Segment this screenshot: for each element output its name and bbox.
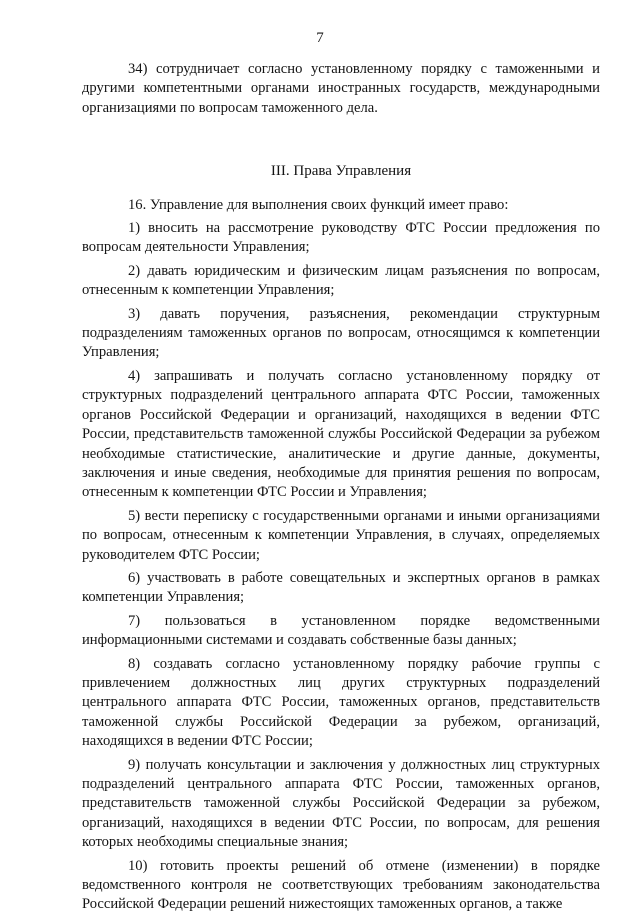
paragraph-item-3: 3) давать поручения, разъяснения, рекомендации структурным подразделениям таможенных органов по вопросам, относящимся к компетенции Управления; <box>82 305 600 361</box>
paragraph-item-7: 7) пользоваться в установленном порядке ведомственными информационными системами и создавать собственные базы данных; <box>82 612 600 649</box>
paragraph-item-9: 9) получать консультации и заключения у должностных лиц структурных подразделений центрального аппарата ФТС России, таможенных органов, представительств таможенной службы Российской Федерации за рубежом, организаций, находящихся в ведении ФТС России, по вопросам, для решения которых необходимы специальные знания; <box>82 756 600 851</box>
paragraph-item-4: 4) запрашивать и получать согласно установленному порядку от структурных подразделений центрального аппарата ФТС России, таможенных органов Российской Федерации и организаций, находящихся в ведении ФТС России, представительств таможенной службы Российской Федерации за рубежом необходимые статистические, аналитические и другие данные, документы, заключения и иные сведения, необходимые для принятия решения по вопросам, отнесенным к компетенции ФТС России и Управления; <box>82 367 600 501</box>
section-title: III. Права Управления <box>270 163 412 180</box>
paragraph-34: 34) сотрудничает согласно установленному порядку с таможенными и другими компетентными органами иностранных государств, международными организациями по вопросам таможенного дела. <box>82 61 600 116</box>
paragraph-item-1: 1) вносить на рассмотрение руководству ФТС России предложения по вопросам деятельности Управления; <box>82 220 600 256</box>
paragraph-item-10: 10) готовить проекты решений об отмене (изменении) в порядке ведомственного контроля не соответствующих требованиям законодательства Российской Федерации решений нижестоящих таможенных органов, а также <box>82 857 600 913</box>
paragraph-item-2: 2) давать юридическим и физическим лицам разъяснения по вопросам, отнесенным к компетенции Управления; <box>82 262 600 299</box>
paragraph-16: 16. Управление для выполнения своих функций имеет право: <box>128 196 509 213</box>
document-body <box>82 60 600 919</box>
paragraph-item-6: 6) участвовать в работе совещательных и экспертных органов в рамках компетенции Управления; <box>82 569 600 606</box>
page-number: 7 <box>316 30 324 46</box>
paragraph-item-8: 8) создавать согласно установленному порядку рабочие группы с привлечением должностных лиц других структурных подразделений центрального аппарата ФТС России, таможенных органов, представительств таможенной службы Российской Федерации за рубежом, организаций, находящихся в ведении ФТС России; <box>82 655 600 750</box>
paragraph-item-5: 5) вести переписку с государственными органами и иными организациями по вопросам, отнесенным к компетенции Управления, в случаях, определяемых руководителем ФТС России; <box>82 507 600 563</box>
